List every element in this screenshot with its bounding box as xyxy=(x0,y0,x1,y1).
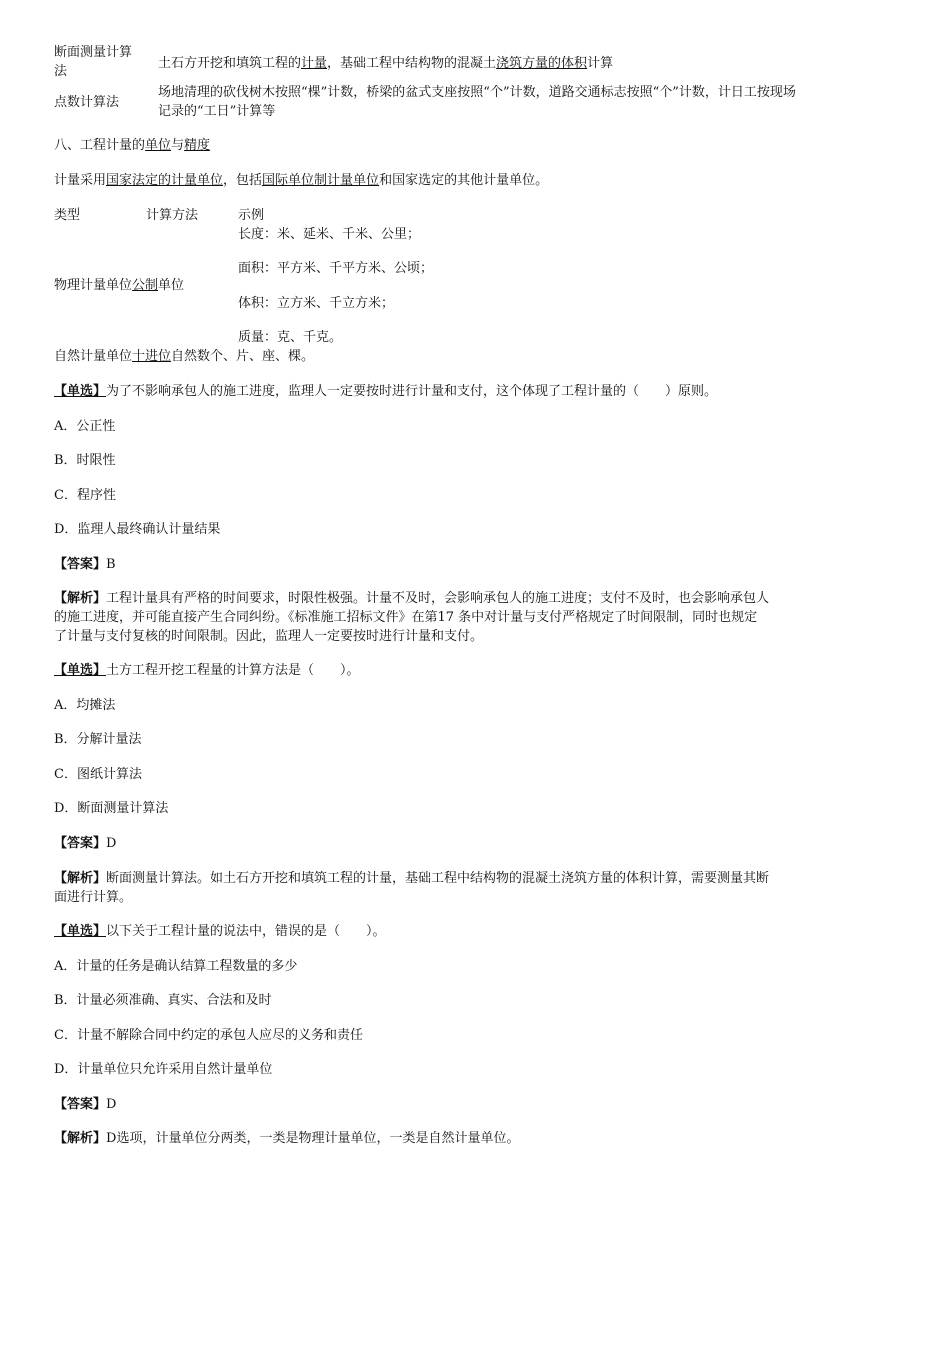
section-heading: 八、工程计量的单位与精度 xyxy=(54,138,211,153)
question-stem: 【单选】以下关于工程计量的说法中，错误的是（ ）。 xyxy=(54,924,386,939)
analysis-line: 【解析】断面测量计算法。如土石方开挖和填筑工程的计量，基础工程中结构物的混凝土浇筑方量的体积计算，需要测量其断 xyxy=(54,871,770,886)
example-area: 面积：平方米、千平方米、公顷； xyxy=(238,261,434,276)
option-c: C．程序性 xyxy=(54,488,116,503)
example-mass: 质量：克、千克。 xyxy=(238,330,343,345)
answer: 【答案】B xyxy=(54,557,116,572)
option-c: C．图纸计算法 xyxy=(54,767,142,782)
question-stem: 【单选】土方工程开挖工程量的计算方法是（ ）。 xyxy=(54,663,360,678)
example-length: 长度：米、延米、千米、公里； xyxy=(238,227,421,242)
option-d: D．断面测量计算法 xyxy=(54,801,169,816)
units-col-example: 示例 xyxy=(238,208,265,223)
method-desc-point-cont: 记录的“工日”计算等 xyxy=(158,104,276,119)
option-c: C．计量不解除合同中约定的承包人应尽的义务和责任 xyxy=(54,1028,363,1043)
option-b: B．计量必须准确、真实、合法和及时 xyxy=(54,993,272,1008)
natural-unit-row: 自然计量单位十进位自然数个、片、座、棵。 xyxy=(54,349,315,364)
option-b: B．分解计量法 xyxy=(54,732,142,747)
method-desc-point: 场地清理的砍伐树木按照“棵”计数，桥梁的盆式支座按照“个”计数，道路交通标志按照“个”计数，计日工按现场 xyxy=(158,85,796,100)
units-col-type: 类型 xyxy=(54,208,81,223)
method-desc-section: 土石方开挖和填筑工程的计量，基础工程中结构物的混凝土浇筑方量的体积计算 xyxy=(158,56,614,71)
option-b: B．时限性 xyxy=(54,453,116,468)
analysis-line: 面进行计算。 xyxy=(54,890,133,905)
analysis-line: 【解析】D选项，计量单位分两类，一类是物理计量单位，一类是自然计量单位。 xyxy=(54,1131,520,1146)
answer: 【答案】D xyxy=(54,1097,117,1112)
method-name-section-cont: 法 xyxy=(54,64,68,79)
method-name-section: 断面测量计算 xyxy=(54,45,133,60)
option-a: A．计量的任务是确认结算工程数量的多少 xyxy=(54,959,298,974)
question-stem: 【单选】为了不影响承包人的施工进度，监理人一定要按时进行计量和支付，这个体现了工程计量的（ ）原则。 xyxy=(54,384,718,399)
analysis-line: 了计量与支付复核的时间限制。因此，监理人一定要按时进行计量和支付。 xyxy=(54,629,484,644)
method-name-point: 点数计算法 xyxy=(54,95,120,110)
answer: 【答案】D xyxy=(54,836,117,851)
physical-unit-label: 物理计量单位公制单位 xyxy=(54,278,185,293)
analysis-line: 的施工进度，并可能直接产生合同纠纷。《标准施工招标文件》在第17 条中对计量与支付严格规定了时间限制，同时也规定 xyxy=(54,610,758,625)
analysis-line: 【解析】工程计量具有严格的时间要求，时限性极强。计量不及时，会影响承包人的施工进度；支付不及时，也会影响承包人 xyxy=(54,591,770,606)
option-d: D．计量单位只允许采用自然计量单位 xyxy=(54,1062,273,1077)
option-a: A．均摊法 xyxy=(54,698,116,713)
option-a: A．公正性 xyxy=(54,419,116,434)
option-d: D．监理人最终确认计量结果 xyxy=(54,522,221,537)
units-col-method: 计算方法 xyxy=(146,208,199,223)
example-volume: 体积：立方米、千立方米； xyxy=(238,296,395,311)
units-intro: 计量采用国家法定的计量单位，包括国际单位制计量单位和国家选定的其他计量单位。 xyxy=(54,173,549,188)
